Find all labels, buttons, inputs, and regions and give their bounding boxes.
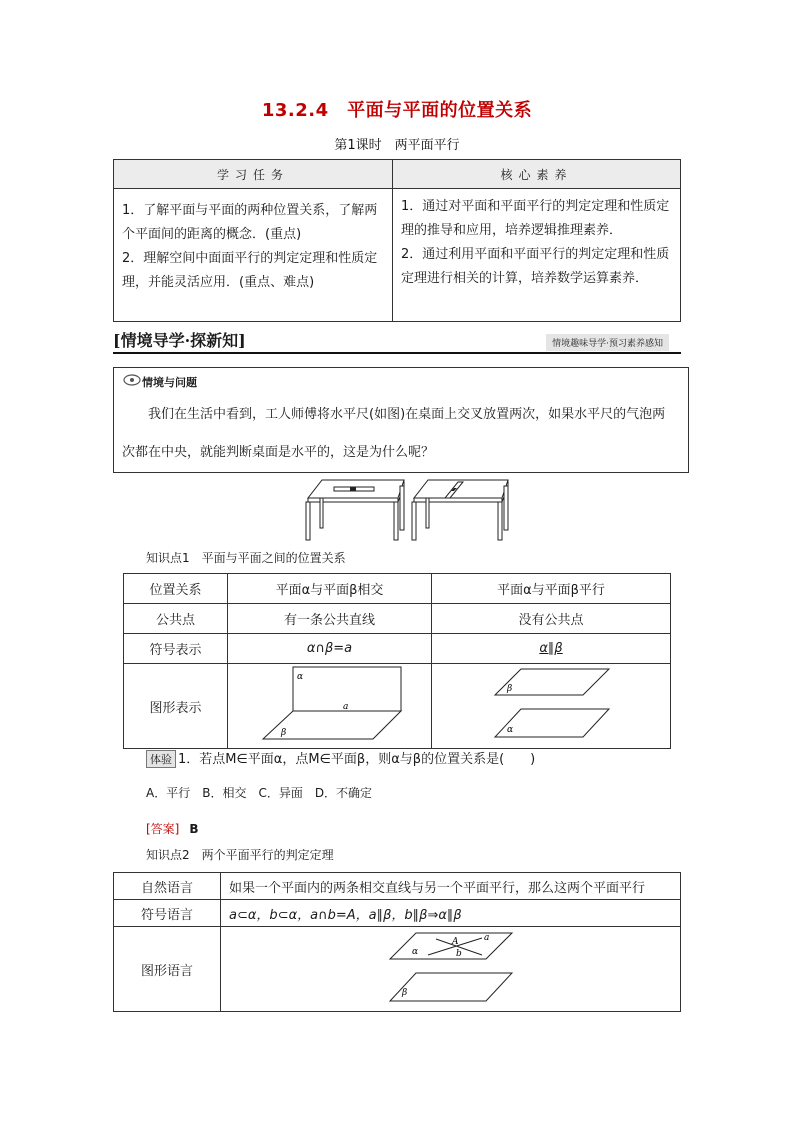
symbol-header: 符号表示 [124,634,228,664]
literacy-header: 核心素养 [393,160,681,189]
theorem-figure-cell [221,927,681,1012]
label-b: b [455,949,462,959]
symbol-head: 符号语言 [114,900,221,927]
situation-heading: 情境与问题 [142,376,197,389]
common-header: 公共点 [124,604,228,634]
answer-options: A．平行 B．相交 C．异面 D．不确定 [146,786,373,800]
situation-box [113,367,689,473]
task-item: 2．理解空间中面面平行的判定定理和性质定理，并能灵活应用．(重点、难点) [122,251,378,290]
label-a: a [483,933,489,943]
label-alpha: α [296,672,303,682]
answer-line [146,820,199,837]
symbol-parallel: α∥β [432,634,671,664]
page-title: 13.2.4 平面与平面的位置关系 [261,100,533,121]
symbol-text: a⊂α，b⊂α，a∩b=A，a∥β，b∥β⇒α∥β [221,900,681,927]
label-beta: β [280,728,286,738]
label-alpha: α [507,725,514,735]
section-title: [情境导学·探新知] [113,331,246,350]
page-subtitle: 第1课时 两平面平行 [334,138,460,153]
pos-header: 位置关系 [124,574,228,604]
kp1-label: 知识点1 平面与平面之间的位置关系 [146,551,346,565]
label-alpha: α [411,947,418,957]
kp2-label: 知识点2 两个平面平行的判定定理 [146,848,334,862]
tables-illustration [300,476,510,542]
task-header: 学习任务 [114,160,393,189]
section-header [113,328,681,354]
common-parallel: 没有公共点 [432,604,671,634]
figure-intersect-cell [228,664,432,749]
label-A: A [451,937,458,947]
task-cell [114,189,393,322]
theorem-planes-figure [386,929,516,1005]
answer-value: B [189,822,199,836]
literacy-item: 2．通过利用平面和平面平行的判定定理和性质定理进行相关的计算，培养数学运算素养． [401,247,670,286]
pos-parallel: 平面α与平面β平行 [432,574,671,604]
section-tag: 情境趣味导学·预习素养感知 [546,334,669,351]
figure-head: 图形语言 [114,927,221,1012]
experience-question [146,748,535,768]
natural-text: 如果一个平面内的两条相交直线与另一个平面平行，那么这两个平面平行 [221,873,681,900]
task-table [113,159,681,322]
natural-head: 自然语言 [114,873,221,900]
label-beta: β [401,988,407,998]
position-table [123,573,671,749]
figure-parallel-cell [432,664,671,749]
parallel-planes-figure [491,665,611,743]
literacy-item: 1．通过对平面和平面平行的判定定理和性质定理的推导和应用，培养逻辑推理素养． [401,199,670,238]
label-beta: β [507,684,513,694]
pos-intersect: 平面α与平面β相交 [228,574,432,604]
answer-tag: [答案] [146,822,180,836]
label-a: a [342,702,348,712]
symbol-intersect: α∩β=a [228,634,432,664]
situation-icon [122,373,142,387]
figure-header: 图形表示 [124,664,228,749]
task-item: 1．了解平面与平面的两种位置关系，了解两个平面间的距离的概念．(重点) [122,203,378,242]
common-intersect: 有一条公共直线 [228,604,432,634]
theorem-table [113,872,681,1012]
literacy-cell [393,189,681,322]
experience-tag: 体验 [146,750,176,768]
situation-text: 我们在生活中看到，工人师傅将水平尺(如图)在桌面上交叉放置两次，如果水平尺的气泡两次都在中央，就能判断桌面是水平的，这是为什么呢？ [122,407,666,460]
question-text: 1．若点M∈平面α，点M∈平面β，则α与β的位置关系是( ) [178,752,536,767]
intersecting-planes-figure [255,665,405,743]
